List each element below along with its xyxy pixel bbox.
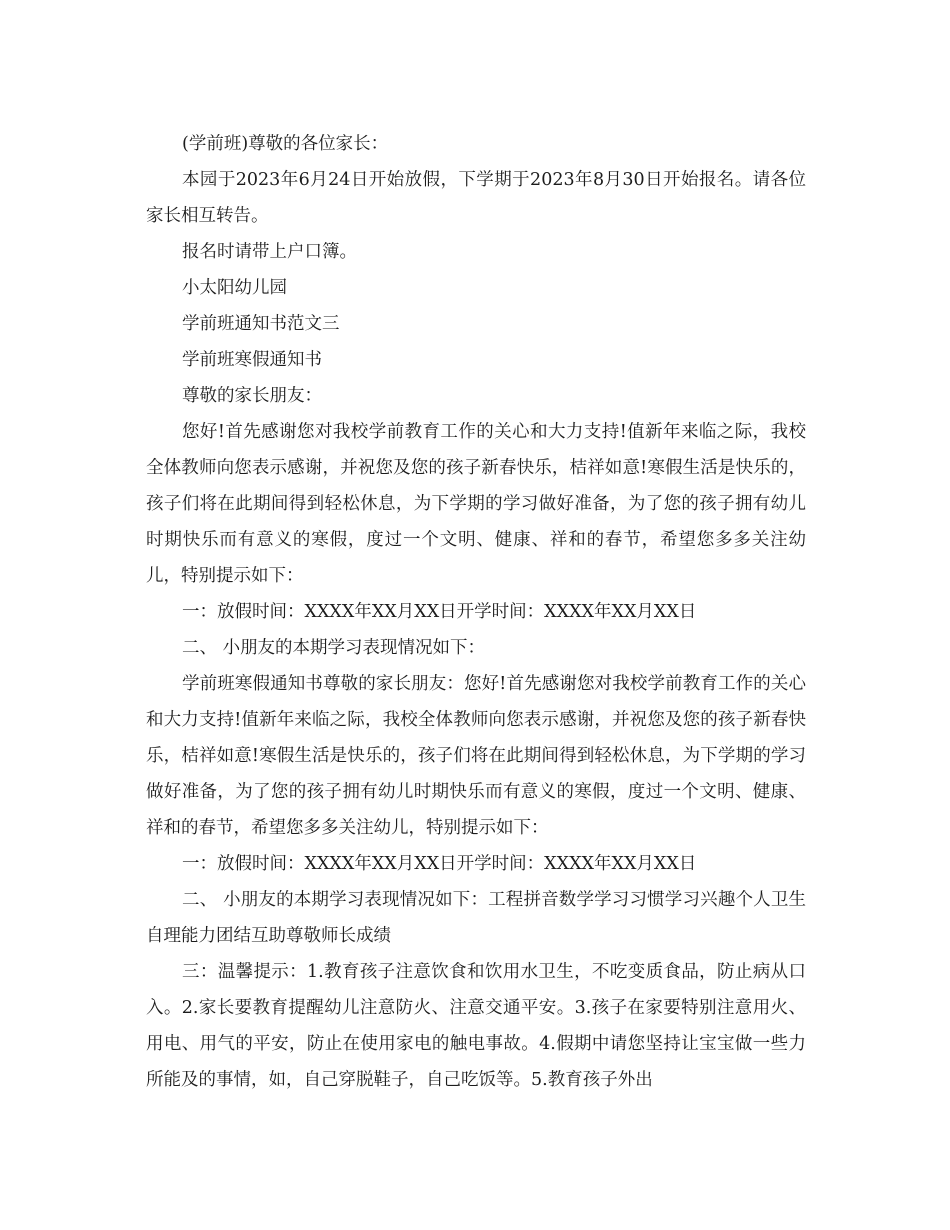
holiday-dates-repeat: 一：放假时间：XXXX年XX月XX日开学时间：XXXX年XX月XX日 xyxy=(182,854,697,874)
repeated-intro-paragraph: 学前班寒假通知书尊敬的家长朋友：您好!首先感谢您对我校学前教育工作的关心和大力支持!值新年来临之际，我校全体教师向您表示感谢，并祝您及您的孩子新春快乐，桔祥如意!寒假生活是快乐的，孩子们将在此期间得到轻松休息，为下学期的学习做好准备，为了您的孩子拥有幼儿时期快乐而有意义的寒假，度过一个文明、健康、祥和的春节，希望您多多关注幼儿，特别提示如下： xyxy=(146,674,806,838)
section-title: 学前班通知书范文三 xyxy=(182,314,340,334)
registration-note: 报名时请带上户口簿。 xyxy=(182,242,357,262)
greeting-line: (学前班)尊敬的各位家长： xyxy=(182,134,389,154)
kindergarten-name: 小太阳幼儿园 xyxy=(182,278,287,298)
intro-paragraph: 您好!首先感谢您对我校学前教育工作的关心和大力支持!值新年来临之际，我校全体教师向您表示感谢，并祝您及您的孩子新春快乐，桔祥如意!寒假生活是快乐的，孩子们将在此期间得到轻松休息，为下学期的学习做好准备，为了您的孩子拥有幼儿时期快乐而有意义的寒假，度过一个文明、健康、祥和的春节，希望您多多关注幼儿，特别提示如下： xyxy=(146,422,806,586)
document-body xyxy=(146,126,806,1098)
holiday-dates: 一：放假时间：XXXX年XX月XX日开学时间：XXXX年XX月XX日 xyxy=(182,602,697,622)
holiday-notice-paragraph: 本园于2023年6月24日开始放假，下学期于2023年8月30日开始报名。请各位家长相互转告。 xyxy=(146,170,806,226)
notice-title: 学前班寒假通知书 xyxy=(182,350,322,370)
performance-heading: 二、 小朋友的本期学习表现情况如下： xyxy=(182,638,486,658)
tips-paragraph: 三：温馨提示：1.教育孩子注意饮食和饮用水卫生，不吃变质食品，防止病从口入。2.家长要教育提醒幼儿注意防火、注意交通平安。3.孩子在家要特别注意用火、用电、用气的平安，防止在使用家电的触电事故。4.假期中请您坚持让宝宝做一些力所能及的事情，如，自己穿脱鞋子，自己吃饭等。5.教育孩子外出 xyxy=(146,962,806,1090)
salutation: 尊敬的家长朋友： xyxy=(182,386,322,406)
performance-items: 二、 小朋友的本期学习表现情况如下：工程拼音数学学习习惯学习兴趣个人卫生自理能力团结互助尊敬师长成绩 xyxy=(146,890,806,946)
